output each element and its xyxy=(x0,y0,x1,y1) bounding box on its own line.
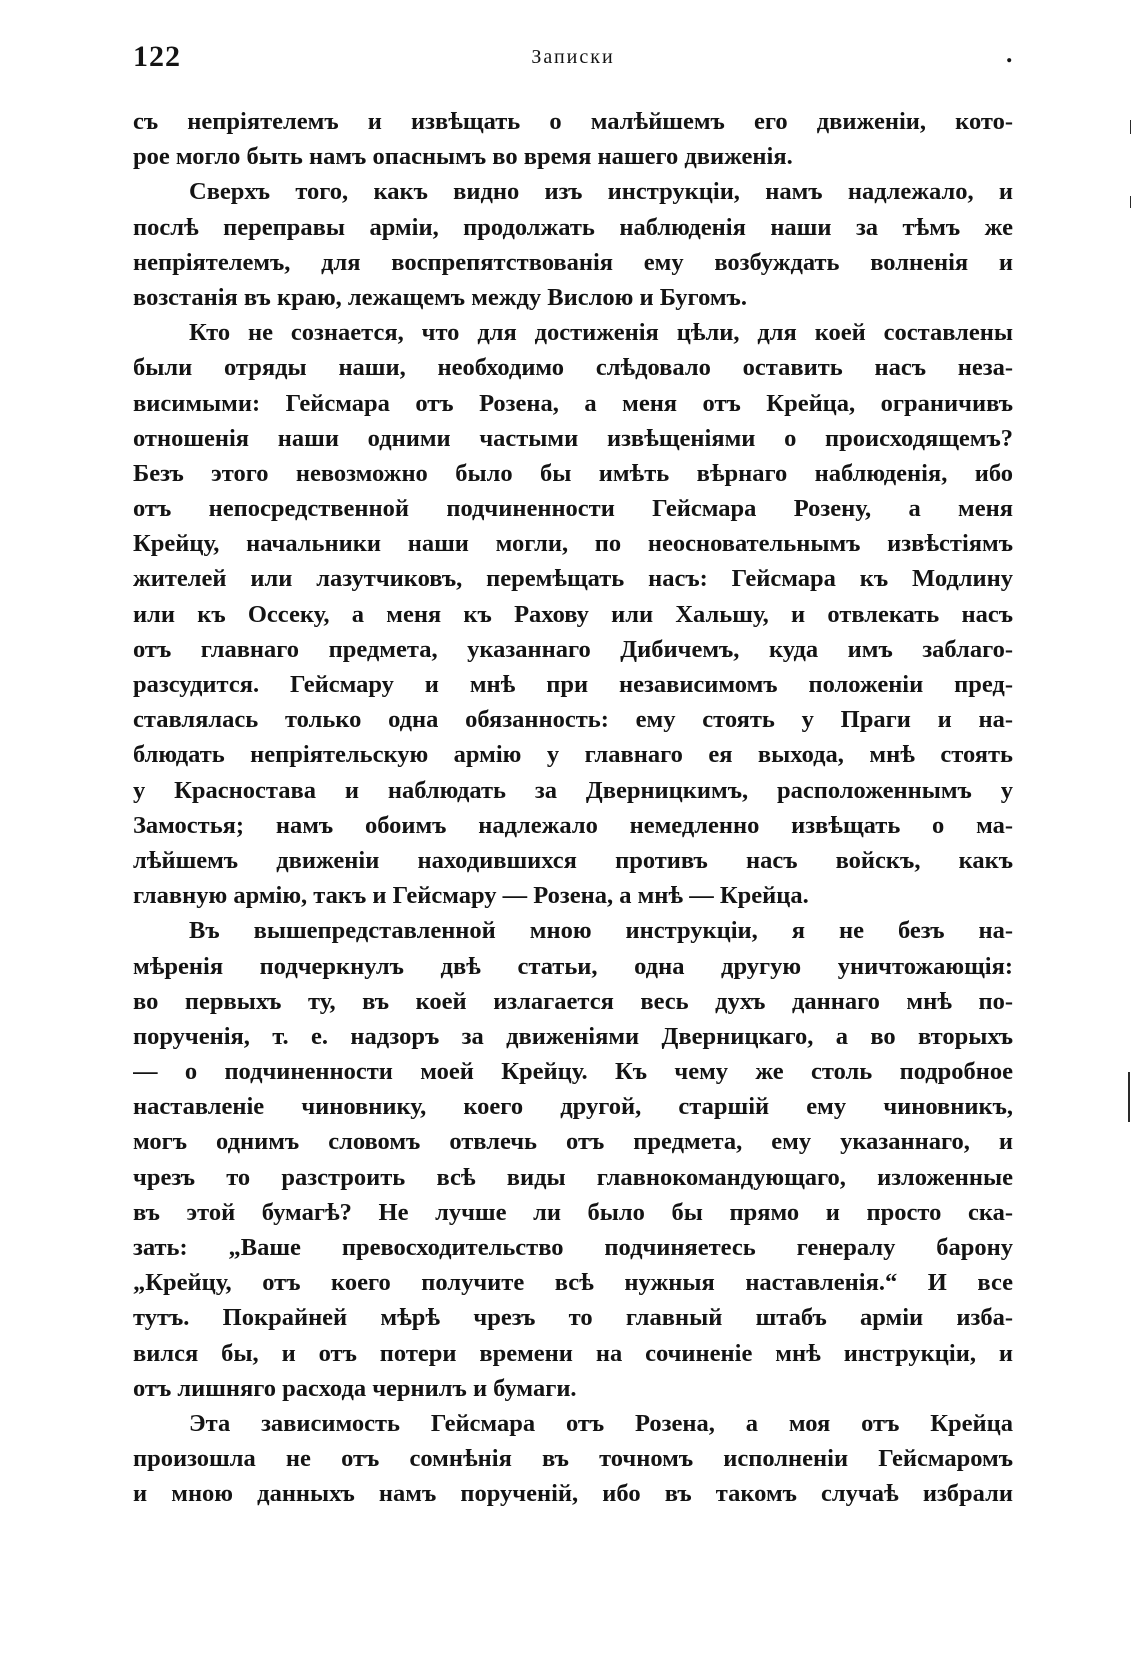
text-line: тутъ. Покрайней мѣрѣ чрезъ то главный штабъ арміи изба- xyxy=(133,1304,1013,1332)
margin-scan-mark xyxy=(1128,1072,1130,1122)
running-title: Записки xyxy=(531,46,615,68)
text-line: блюдать непріятельскую армію у главнаго ея выхода, мнѣ стоять xyxy=(133,741,1013,769)
text-line: „Крейцу, отъ коего получите всѣ нужныя наставленія.“ И все xyxy=(133,1269,1013,1297)
text-line: чрезъ то разстроить всѣ виды главнокомандующаго, изложенные xyxy=(133,1163,1013,1191)
text-line: разсудится. Гейсмару и мнѣ при независимомъ положеніи пред- xyxy=(133,671,1013,698)
text-line: отъ главнаго предмета, указаннаго Дибичемъ, куда имъ заблаго- xyxy=(133,635,1013,663)
text-line: могъ однимъ словомъ отвлечь отъ предмета, ему указаннаго, и xyxy=(133,1128,1013,1156)
text-line: — о подчиненности моей Крейцу. Къ чему же столь подробное xyxy=(133,1058,1013,1086)
text-line: возстанія въ краю, лежащемъ между Вислою и Бугомъ. xyxy=(133,283,747,311)
margin-scan-mark xyxy=(1130,196,1131,208)
header-dot: . xyxy=(1005,42,1013,68)
text-line: Въ вышепредставленной мною инструкціи, я не безъ на- xyxy=(189,917,1013,945)
text-line: и мною данныхъ намъ порученій, ибо въ такомъ случаѣ избрали xyxy=(133,1480,1013,1508)
text-line: Кто не сознается, что для достиженія цѣли, для коей составлены xyxy=(189,319,1013,347)
text-line: зать: „Ваше превосходительство подчиняетесь генералу барону xyxy=(133,1234,1013,1261)
page-header xyxy=(133,40,1013,80)
text-line: рое могло быть намъ опаснымъ во время нашего движенія. xyxy=(133,143,793,171)
body-text xyxy=(133,104,1013,1512)
page-number: 122 xyxy=(133,40,181,73)
text-line: Сверхъ того, какъ видно изъ инструкціи, намъ надлежало, и xyxy=(189,178,1013,206)
text-line: Замостья; намъ обоимъ надлежало немедленно извѣщать о ма- xyxy=(133,811,1013,839)
margin-scan-mark xyxy=(1130,120,1131,134)
text-line: были отряды наши, необходимо слѣдовало оставить насъ неза- xyxy=(133,354,1013,382)
text-line: жителей или лазутчиковъ, перемѣщать насъ: Гейсмара къ Модлину xyxy=(133,565,1013,593)
text-line: Крейцу, начальники наши могли, по неосновательнымъ извѣстіямъ xyxy=(133,530,1013,558)
text-line: Эта зависимость Гейсмара отъ Розена, а моя отъ Крейца xyxy=(189,1409,1013,1437)
text-line: непріятелемъ, для воспрепятствованія ему возбуждать волненія и xyxy=(133,248,1013,276)
text-line: произошла не отъ сомнѣнія въ точномъ исполненіи Гейсмаромъ xyxy=(133,1445,1013,1473)
text-line: отъ непосредственной подчиненности Гейсмара Розену, а меня xyxy=(133,495,1013,523)
text-line: главную армію, такъ и Гейсмару — Розена, а мнѣ — Крейца. xyxy=(133,882,809,910)
text-line: послѣ переправы арміи, продолжать наблюденія наши за тѣмъ же xyxy=(133,213,1013,241)
text-line: порученія, т. е. надзоръ за движеніями Дверницкаго, а во вторыхъ xyxy=(133,1022,1013,1050)
text-line: лѣйшемъ движеніи находившихся противъ насъ войскъ, какъ xyxy=(133,846,1013,874)
text-line: въ этой бумагѣ? Не лучше ли было бы прямо и просто ска- xyxy=(133,1198,1013,1226)
text-line: отъ лишняго расхода чернилъ и бумаги. xyxy=(133,1374,577,1402)
text-line: мѣренія подчеркнулъ двѣ статьи, одна другую уничтожающія: xyxy=(133,952,1013,980)
text-line: Безъ этого невозможно было бы имѣть вѣрнаго наблюденія, ибо xyxy=(133,459,1013,487)
text-line: во первыхъ ту, въ коей излагается весь духъ даннаго мнѣ по- xyxy=(133,987,1013,1015)
text-line: вился бы, и отъ потери времени на сочиненіе мнѣ инструкціи, и xyxy=(133,1339,1013,1367)
text-line: съ непріятелемъ и извѣщать о малѣйшемъ его движеніи, кото- xyxy=(133,108,1013,135)
text-line: у Красностава и наблюдать за Дверницкимъ, расположеннымъ у xyxy=(133,776,1013,804)
text-line: или къ Оссеку, а меня къ Рахову или Хальшу, и отвлекать насъ xyxy=(133,600,1013,628)
text-line: ставлялась только одна обязанность: ему стоять у Праги и на- xyxy=(133,706,1013,734)
text-line: наставленіе чиновнику, коего другой, старшій ему чиновникъ, xyxy=(133,1093,1013,1121)
text-line: отношенія наши одними частыми извѣщеніями о происходящемъ? xyxy=(133,424,1013,452)
text-line: висимыми: Гейсмара отъ Розена, а меня отъ Крейца, ограничивъ xyxy=(133,389,1013,417)
